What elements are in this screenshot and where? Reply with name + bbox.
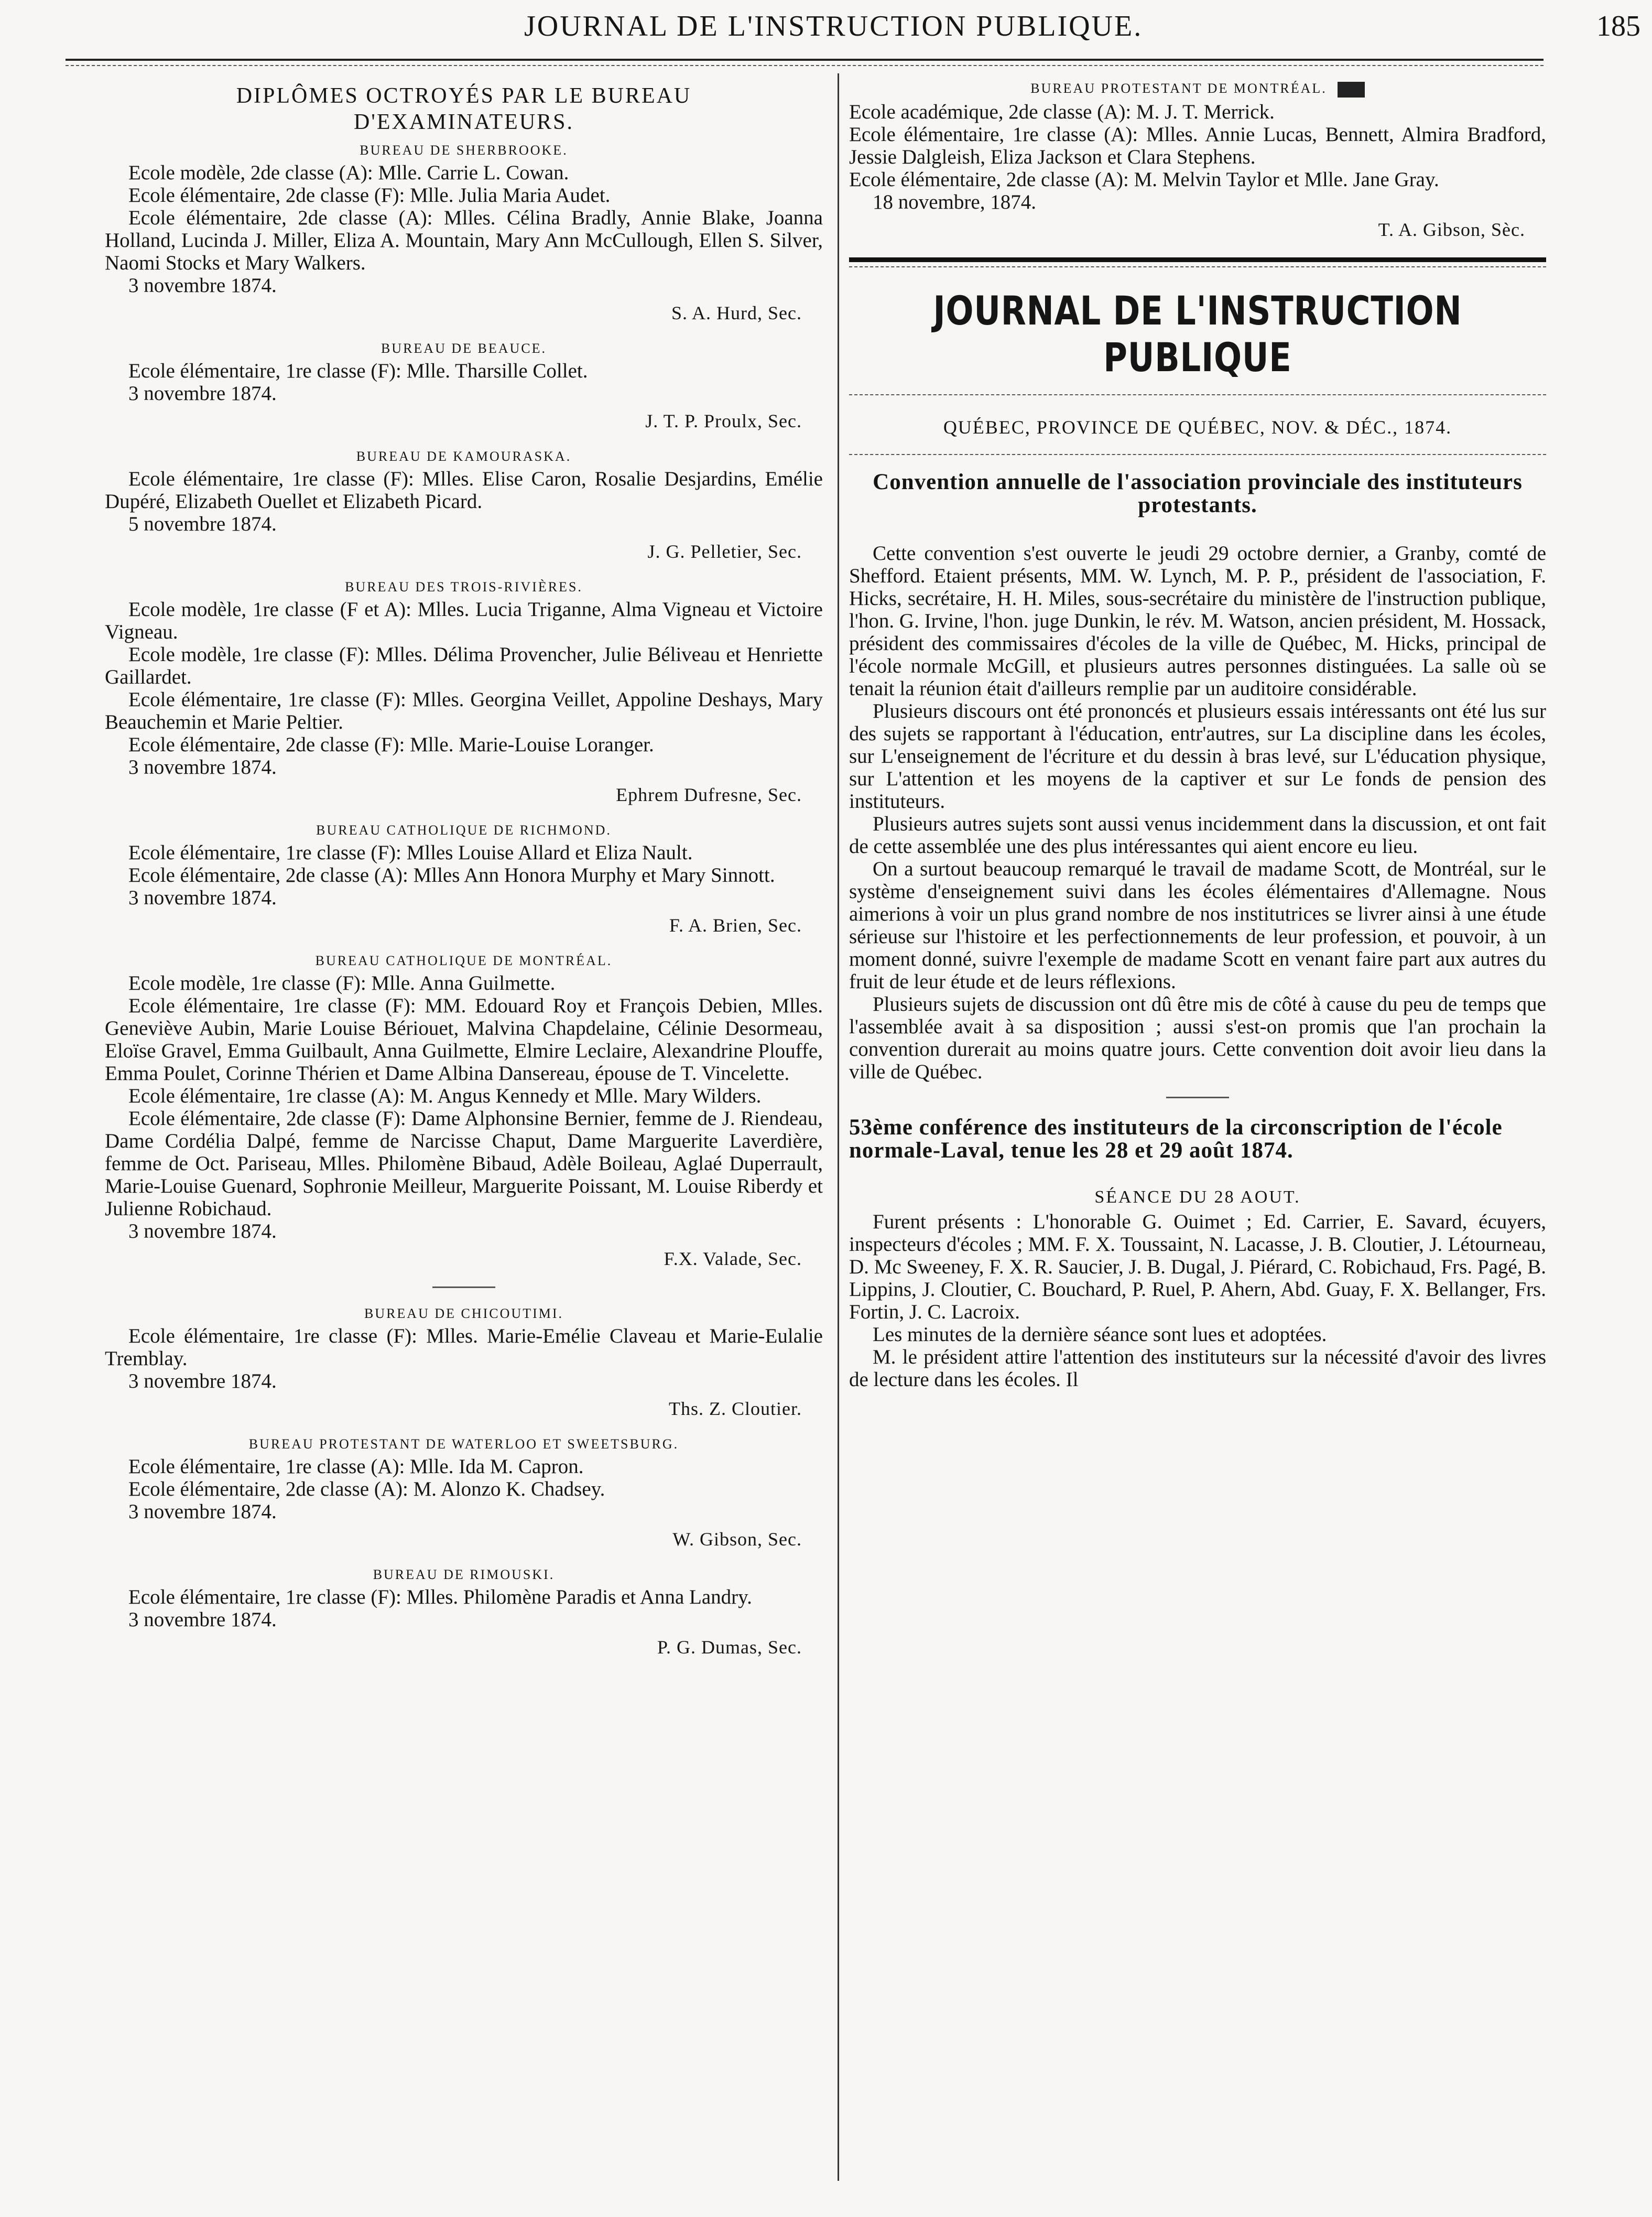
secretary-signature: F.X. Valade, Sec. xyxy=(664,1248,802,1269)
column-divider xyxy=(838,73,839,2181)
bureau-name: BUREAU DE RIMOUSKI. xyxy=(373,1567,555,1582)
bureau-name xyxy=(849,81,1546,98)
dateline: QUÉBEC, PROVINCE DE QUÉBEC, NOV. & DÉC., 1874. xyxy=(943,417,1452,438)
diploma-entry: Ecole élémentaire, 1re classe (F): Mlle. Tharsille Collet. xyxy=(128,360,588,382)
diplomes-heading: DIPLÔMES OCTROYÉS PAR LE BUREAU D'EXAMINATEURS. xyxy=(236,84,692,134)
convention-heading: Convention annuelle de l'association provinciale des instituteurs protestants. xyxy=(873,470,1523,518)
bureau-name: BUREAU CATHOLIQUE DE RICHMOND. xyxy=(316,823,612,838)
bureau-name-text: BUREAU PROTESTANT DE MONTRÉAL. xyxy=(1030,81,1327,96)
bureau-block-chicoutimi xyxy=(105,1306,823,1420)
diploma-entry: Ecole élémentaire, 2de classe (F): Mlle. Julia Maria Audet. xyxy=(128,184,611,207)
article-paragraph: Les minutes de la dernière séance sont lues et adoptées. xyxy=(873,1323,1327,1346)
diploma-entry: Ecole élémentaire, 1re classe (A): Mlles. Annie Lucas, Bennett, Almira Bradford, Jessie Dalgleish, Eliza Jackson et Clara Stephens. xyxy=(849,123,1546,169)
diploma-entry: Ecole élémentaire, 1re classe (F): Mlles. Philomène Paradis et Anna Landry. xyxy=(128,1586,752,1608)
masthead-thick-rule xyxy=(849,257,1546,262)
secretary-signature: T. A. Gibson, Sèc. xyxy=(1378,219,1525,241)
bureau-block-montreal-protestant xyxy=(849,81,1546,241)
section-separator xyxy=(432,1286,495,1288)
diploma-entry: Ecole élémentaire, 2de classe (F): Dame Alphonsine Bernier, femme de J. Riendeau, Dame Cordélia Dalpé, femme de Narcisse Chaput, Dame Marguerite Laverdière, femme de Oct. Pariseau, Mlles. Philomène Bibaud, Adèle Boileau, Aglaé Duperrault, Marie-Louise Guenard, Sophronie Meilleur, Marguerite Poissant, M. Louise Riberdy et Julienne Robichaud. xyxy=(105,1107,823,1220)
diploma-entry: Ecole élémentaire, 1re classe (F): MM. Edouard Roy et François Debien, Mlles. Geneviève Aubin, Marie Louise Bériouet, Malvina Chapdelaine, Célinie Desormeau, Eloïse Gravel, Emma Guilbault, Anna Guilmette, Elmire Leclaire, Alexandrine Plouffe, Emma Poulet, Corinne Thérien et Dame Albina Dansereau, épouse de T. Vincelette. xyxy=(105,994,823,1085)
dateline-dashed-rule xyxy=(849,454,1546,455)
conference-heading: 53ème conférence des instituteurs de la circonscription de l'école normale-Laval, tenue les 28 et 29 août 1874. xyxy=(849,1115,1503,1163)
diploma-entry: Ecole académique, 2de classe (A): M. J. T. Merrick. xyxy=(849,101,1275,124)
diploma-entry: Ecole élémentaire, 1re classe (F): Mlles. Marie-Emélie Claveau et Marie-Eulalie Tremblay. xyxy=(105,1325,823,1370)
ink-blot-mark xyxy=(1338,82,1365,98)
diploma-entry: Ecole modèle, 1re classe (F et A): Mlles. Lucia Triganne, Alma Vigneau et Victoire Vigneau. xyxy=(105,598,823,643)
date-line: 3 novembre 1874. xyxy=(128,274,277,297)
right-column xyxy=(849,79,1546,1391)
running-head xyxy=(0,9,1652,46)
secretary-signature: J. T. P. Proulx, Sec. xyxy=(645,410,802,431)
date-line: 3 novembre 1874. xyxy=(128,1608,277,1631)
article-paragraph: Plusieurs discours ont été prononcés et plusieurs essais intéressants ont été lus sur des sujets se rapportant à l'éducation, entr'autres, sur La discipline dans les écoles, sur L'enseignement de l'écriture et du dessin à bras levé, sur L'éducation physique, sur L'attention et les moyens de la captiver et sur Le fonds de pension des instituteurs. xyxy=(849,700,1546,813)
bureau-name: BUREAU DE CHICOUTIMI. xyxy=(364,1306,564,1321)
masthead-dashed-rule xyxy=(849,394,1546,395)
masthead-dashed-rule xyxy=(849,266,1546,267)
bureau-block-beauce xyxy=(105,341,823,432)
section-separator xyxy=(1166,1097,1229,1098)
secretary-signature: W. Gibson, Sec. xyxy=(672,1529,802,1550)
date-line: 3 novembre 1874. xyxy=(128,382,277,405)
diploma-entry: Ecole élémentaire, 2de classe (A): M. Melvin Taylor et Mlle. Jane Gray. xyxy=(849,168,1439,191)
bureau-block-kamouraska xyxy=(105,449,823,563)
journal-masthead-title: JOURNAL DE L'INSTRUCTION PUBLIQUE xyxy=(933,287,1462,381)
diploma-entry: Ecole modèle, 2de classe (A): Mlle. Carrie L. Cowan. xyxy=(128,161,569,184)
article-paragraph: Furent présents : L'honorable G. Ouimet ; Ed. Carrier, E. Savard, écuyers, inspecteurs d'écoles ; MM. F. X. Toussaint, N. Lacasse, J. B. Cloutier, J. Létourneau, D. Mc Sweeney, F. X. R. Saucier, J. B. Dugal, J. Piérard, C. Robichaud, Frs. Pagé, B. Lippins, J. Cloutier, C. Bouchard, P. Ruel, P. Ahern, Abd. Guay, F. X. Bellanger, Frs. Fortin, J. C. Lacroix. xyxy=(849,1210,1546,1324)
secretary-signature: S. A. Hurd, Sec. xyxy=(671,302,802,323)
date-line: 18 novembre, 1874. xyxy=(873,191,1036,214)
diploma-entry: Ecole élémentaire, 1re classe (F): Mlles. Georgina Veillet, Appoline Deshays, Mary Beauchemin et Marie Peltier. xyxy=(105,688,823,733)
diploma-entry: Ecole modèle, 1re classe (F): Mlles. Délima Provencher, Julie Béliveau et Henriette Gaillardet. xyxy=(105,643,823,688)
bureau-block-sherbrooke xyxy=(105,143,823,324)
diploma-entry: Ecole élémentaire, 2de classe (A): M. Alonzo K. Chadsey. xyxy=(128,1478,605,1500)
diploma-entry: Ecole élémentaire, 1re classe (F): Mlles. Elise Caron, Rosalie Desjardins, Emélie Dupéré, Elizabeth Ouellet et Elizabeth Picard. xyxy=(105,468,823,513)
article-paragraph: Plusieurs sujets de discussion ont dû être mis de côté à cause du peu de temps que l'assemblée avait à sa disposition ; aussi s'est-on promis que l'an prochain la convention durerait au moins quatre jours. Cette convention doit avoir lieu dans la ville de Québec. xyxy=(849,993,1546,1084)
bureau-block-waterloo xyxy=(105,1436,823,1550)
secretary-signature: J. G. Pelletier, Sec. xyxy=(647,541,802,562)
secretary-signature: Ephrem Dufresne, Sec. xyxy=(616,784,802,805)
date-line: 3 novembre 1874. xyxy=(128,756,277,778)
bureau-block-trois-rivieres xyxy=(105,579,823,806)
date-line: 5 novembre 1874. xyxy=(128,513,277,535)
bureau-name: BUREAU DE SHERBROOKE. xyxy=(360,143,568,158)
article-paragraph: Cette convention s'est ouverte le jeudi 29 octobre dernier, a Granby, comté de Shefford. Etaient présents, MM. W. Lynch, M. P. P., président de l'association, F. Hicks, secrétaire, H. H. Miles, sous-secrétaire du ministère de l'instruction publique, l'hon. G. Irvine, l'hon. juge Dunkin, le rév. M. Watson, ancien président, M. Hossack, président des commissaires d'écoles de la ville de Québec, M. Hicks, principal de l'école normale McGill, et plusieurs autres personnes distinguées. La salle où se tenait la réunion était d'ailleurs remplie par un auditoire considérable. xyxy=(849,542,1546,700)
secretary-signature: F. A. Brien, Sec. xyxy=(669,915,802,936)
left-column xyxy=(105,79,823,1675)
diploma-entry: Ecole élémentaire, 2de classe (F): Mlle. Marie-Louise Loranger. xyxy=(128,733,654,756)
article-paragraph: M. le président attire l'attention des instituteurs sur la nécessité d'avoir des livres de lecture dans les écoles. Il xyxy=(849,1346,1546,1391)
header-rule xyxy=(66,59,1544,61)
diploma-entry: Ecole élémentaire, 1re classe (A): M. Angus Kennedy et Mlle. Mary Wilders. xyxy=(128,1085,762,1107)
diploma-entry: Ecole modèle, 1re classe (F): Mlle. Anna Guilmette. xyxy=(128,972,556,994)
article-paragraph: Plusieurs autres sujets sont aussi venus incidemment dans la discussion, et ont fait de cette assemblée une des plus intéressantes qui aient encore eu lieu. xyxy=(849,813,1546,858)
bureau-name: BUREAU CATHOLIQUE DE MONTRÉAL. xyxy=(315,953,613,968)
bureau-block-richmond xyxy=(105,823,823,936)
secretary-signature: Ths. Z. Cloutier. xyxy=(669,1398,802,1419)
date-line: 3 novembre 1874. xyxy=(128,1500,277,1523)
diploma-entry: Ecole élémentaire, 2de classe (A): Mlles Ann Honora Murphy et Mary Sinnott. xyxy=(128,864,775,886)
date-line: 3 novembre 1874. xyxy=(128,1220,277,1242)
bureau-name: BUREAU PROTESTANT DE WATERLOO ET SWEETSBURG. xyxy=(248,1436,679,1452)
date-line: 3 novembre 1874. xyxy=(128,1370,277,1392)
header-dashed-rule xyxy=(66,65,1544,66)
page-number: 185 xyxy=(1596,10,1640,42)
diploma-entry: Ecole élémentaire, 2de classe (A): Mlles. Célina Bradly, Annie Blake, Joanna Holland, Lucinda J. Miller, Eliza A. Mountain, Mary Ann McCullough, Ellen S. Silver, Naomi Stocks et Mary Walkers. xyxy=(105,207,823,274)
bureau-name: BUREAU DE BEAUCE. xyxy=(381,341,547,356)
secretary-signature: P. G. Dumas, Sec. xyxy=(657,1637,802,1658)
article-paragraph: On a surtout beaucoup remarqué le travail de madame Scott, de Montréal, sur le système d'enseignement suivi dans les écoles élémentaires d'Allemagne. Nous aimerions à voir un plus grand nombre de nos institutrices se livrer ainsi à une étude sérieuse sur l'histoire et les perfectionnements de leur profession, et pouvoir, à un moment donné, suivre l'exemple de madame Scott en venant faire part aux autres du fruit de leur étude et de leurs réflexions. xyxy=(849,858,1546,993)
diploma-entry: Ecole élémentaire, 1re classe (A): Mlle. Ida M. Capron. xyxy=(128,1455,584,1478)
bureau-name: BUREAU DES TROIS-RIVIÈRES. xyxy=(345,579,583,594)
bureau-block-montreal-catholique xyxy=(105,953,823,1270)
date-line: 3 novembre 1874. xyxy=(128,886,277,909)
diploma-entry: Ecole élémentaire, 1re classe (F): Mlles Louise Allard et Eliza Nault. xyxy=(128,841,693,864)
bureau-name: BUREAU DE KAMOURASKA. xyxy=(356,449,572,464)
bureau-block-rimouski xyxy=(105,1567,823,1658)
seance-heading: SÉANCE DU 28 AOUT. xyxy=(1094,1187,1301,1207)
journal-running-title: JOURNAL DE L'INSTRUCTION PUBLIQUE. xyxy=(524,10,1143,42)
